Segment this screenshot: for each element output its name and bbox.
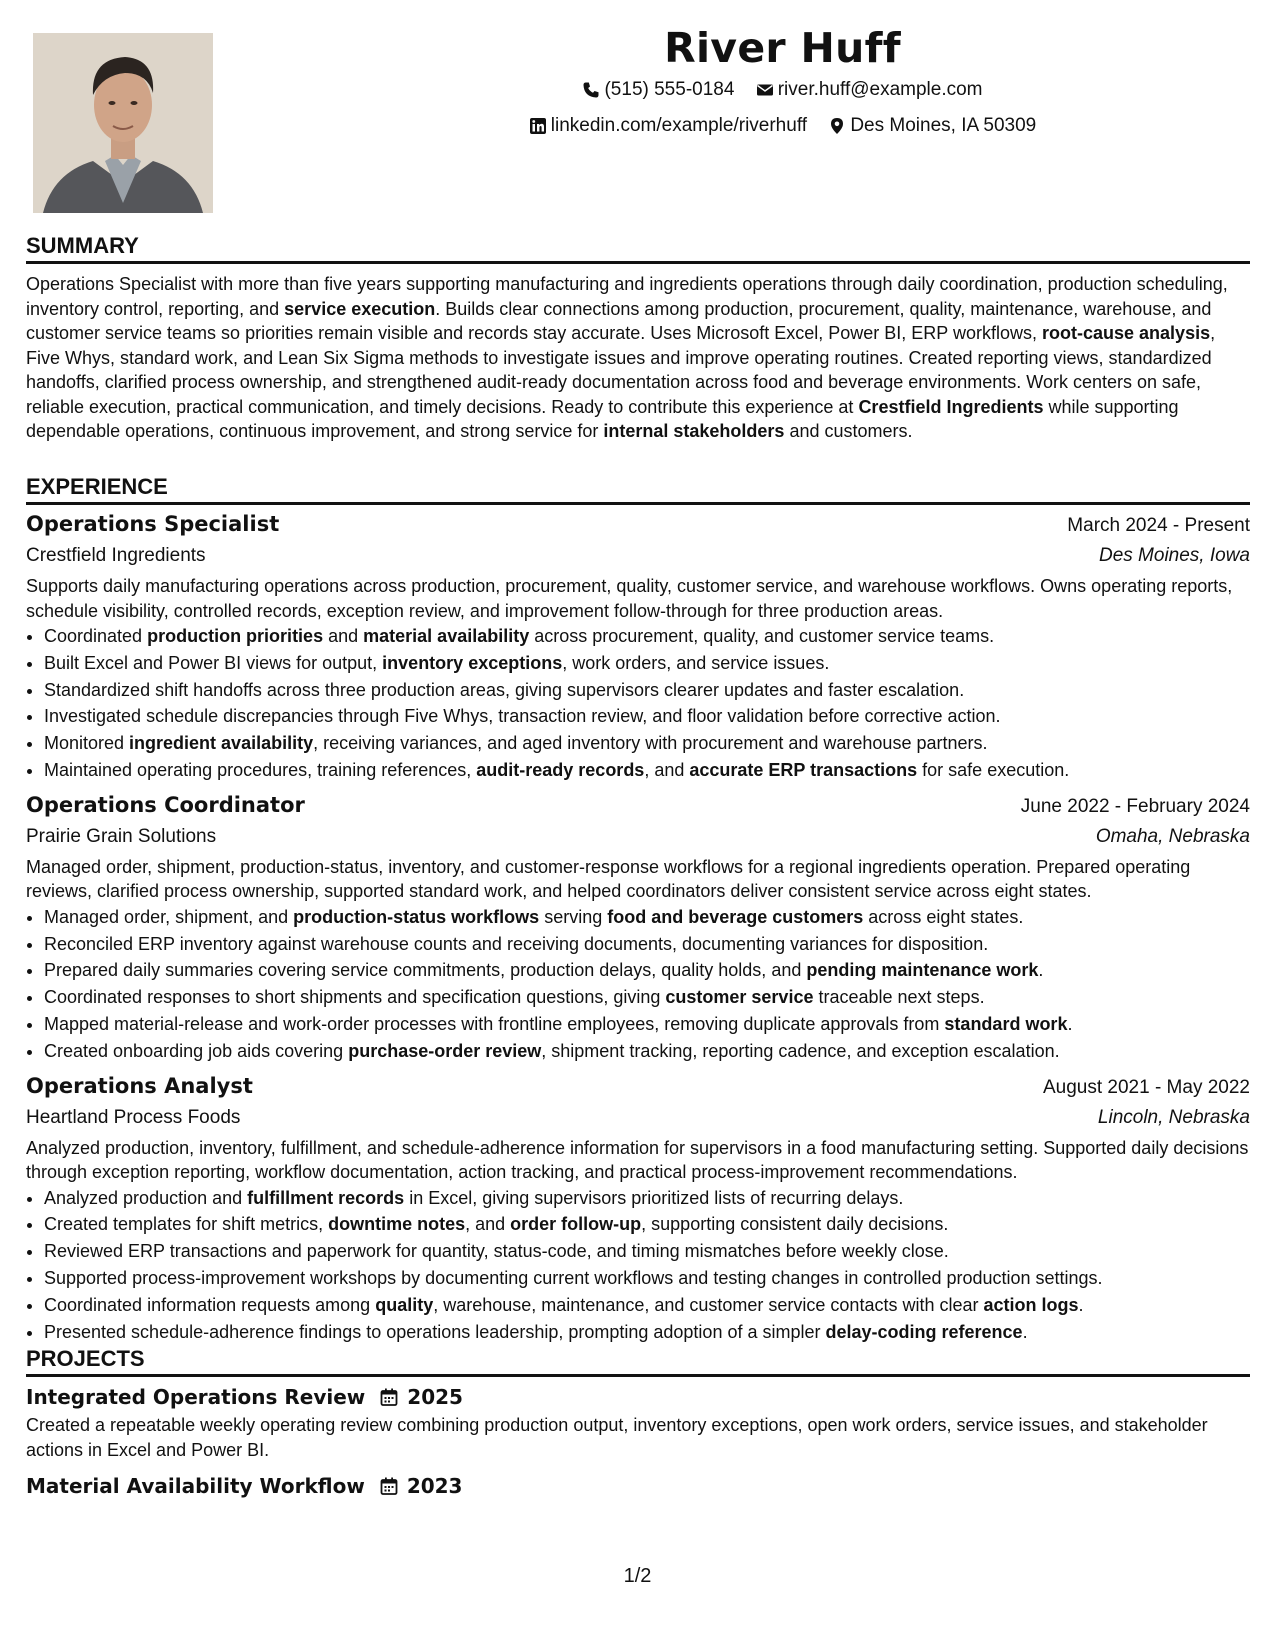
bullet-text: Presented schedule-adherence findings to operations leadership, prompting adoption of a simpler [44,1321,826,1342]
bullet-item [44,931,1250,958]
bullet-text: . [1078,1294,1084,1315]
bullet-text: , supporting consistent daily decisions. [641,1214,949,1235]
bullet-text: Created onboarding job aids covering [44,1040,349,1061]
bullet-bold-text: production-status workflows [293,906,540,927]
bullet-text: Reconciled ERP inventory against warehouse counts and receiving documents, documenting variances for disposition. [44,933,989,954]
project-description: Created a repeatable weekly operating review combining production output, inventory exceptions, open work orders, service issues, and stakeholder actions in Excel and Power BI. [26,1415,1208,1460]
bullet-bold-text: ingredient availability [129,733,314,754]
job-location: Lincoln, Nebraska [1097,1106,1250,1128]
job-description: Managed order, shipment, production-status, inventory, and customer-response workflows for a regional ingredients operation. Prepared operating reviews, clarified process ownership, supported standard work, and helped coordinators deliver consistent service across eight states. [26,856,1191,902]
bullet-bold-text: inventory exceptions [382,652,563,673]
bullet-text: , work orders, and service issues. [562,652,830,673]
bullet-bold-text: order follow-up [510,1214,642,1235]
linkedin-url[interactable]: linkedin.com/example/riverhuff [550,115,808,136]
bullet-item [44,1292,1250,1319]
summary-bold-text: root-cause analysis [1042,323,1211,343]
calendar-icon [379,1387,399,1407]
job-dates: June 2022 - February 2024 [1020,795,1250,817]
job-title: Operations Analyst [26,1073,253,1098]
bullet-item [44,757,1250,784]
company-name: Crestfield Ingredients [26,545,206,566]
email-address[interactable]: river.huff@example.com [777,79,983,100]
bullet-item [44,1038,1250,1065]
summary-section [26,233,1250,444]
job-location: Omaha, Nebraska [1095,825,1250,847]
bullet-bold-text: fulfillment records [247,1187,405,1208]
summary-bold-text: Crestfield Ingredients [858,396,1044,417]
job-bullets [26,623,1250,784]
summary-bold-text: internal stakeholders [603,421,785,441]
contact-line-2 [290,110,1275,146]
summary-bold-text: service execution [284,298,436,319]
job-description: Supports daily manufacturing operations across production, procurement, quality, customer service, and warehouse workflows. Owns operating reports, schedule visibility, controlled records, exception review, and improvement follow-through for three production areas. [26,576,1233,621]
job-title: Operations Coordinator [26,792,305,817]
contact-email[interactable] [756,74,983,106]
company-name: Heartland Process Foods [26,1106,241,1128]
job-bullets [26,904,1250,1065]
project-entry [26,1472,1250,1500]
contact-phone [582,74,734,106]
linkedin-icon [529,117,547,135]
experience-section [26,474,1250,1345]
candidate-name: River Huff [664,24,901,72]
bullet-text: across eight states. [863,906,1024,927]
summary-text [26,272,1250,444]
experience-heading: EXPERIENCE [26,474,1250,505]
page-number: 1/2 [623,1565,652,1587]
bullet-item [44,650,1250,677]
bullet-bold-text: audit-ready records [476,759,645,780]
bullet-bold-text: accurate ERP transactions [689,759,918,780]
contact-line-1 [290,74,1275,110]
bullet-item [44,1185,1250,1212]
bullet-text: Monitored [44,733,130,754]
bullet-text: Maintained operating procedures, training references, [44,759,477,780]
summary-text: while supporting dependable operations, continuous improvement, and strong service for [26,396,1179,441]
bullet-text: Supported process-improvement workshops by documenting current workflows and testing changes in controlled production settings. [44,1267,1103,1288]
bullet-text: Standardized shift handoffs across three production areas, giving supervisors clearer updates and faster escalation. [44,679,965,700]
project-header [26,1383,1250,1411]
bullet-item [44,677,1250,704]
bullet-bold-text: quality [375,1294,434,1315]
bullet-bold-text: standard work [944,1013,1068,1034]
phone-number: (515) 555-0184 [604,79,735,100]
job-title: Operations Specialist [26,512,280,536]
bullet-bold-text: material availability [363,626,530,646]
contact-linkedin[interactable] [529,110,807,142]
projects-heading: PROJECTS [26,1346,1250,1377]
bullet-text: for safe execution. [917,759,1070,780]
job-description: Analyzed production, inventory, fulfillment, and schedule-adherence information for supervisors in a food manufacturing setting. Supported daily decisions through exception reporting, workflow documentation, action tracking, and practical process-improvement recommendations. [26,1137,1249,1183]
bullet-text: and [323,626,364,646]
bullet-text: in Excel, giving supervisors prioritized lists of recurring delays. [404,1187,904,1208]
bullet-item [44,984,1250,1011]
job-header [26,1071,1250,1103]
bullet-text: Created templates for shift metrics, [44,1214,329,1235]
profile-photo [33,33,213,213]
job-dates: August 2021 - May 2022 [1042,1076,1250,1098]
bullet-text: , receiving variances, and aged inventory with procurement and warehouse partners. [313,733,988,754]
bullet-bold-text: pending maintenance work [806,960,1039,981]
summary-text: . Builds clear connections among production, procurement, quality, maintenance, warehouse, and customer service teams so priorities remain visible and records stay accurate. Uses Microsoft Excel, Power BI, ERP workflows, [26,298,1212,343]
envelope-icon [756,81,774,99]
project-entry [26,1383,1250,1462]
job-bullets [26,1185,1250,1346]
summary-text: , Five Whys, standard work, and Lean Six Sigma methods to investigate issues and improve operating routines. Created reporting views, standardized handoffs, clarified process ownership, and strengthened audit-ready documentation across food and beverage environments. Work centers on safe, reliable execution, practical communication, and timely decisions. Ready to contribute this experience at [26,323,1216,417]
summary-text: Operations Specialist with more than five years supporting manufacturing and ingredients operations through daily coordination, production scheduling, inventory control, reporting, and [26,274,1228,319]
bullet-text: , shipment tracking, reporting cadence, and exception escalation. [541,1040,1060,1061]
bullet-text: Managed order, shipment, and [44,906,294,927]
calendar-icon [379,1476,399,1496]
bullet-text: Reviewed ERP transactions and paperwork for quantity, status-code, and timing mismatches before weekly close. [44,1241,949,1262]
bullet-bold-text: production priorities [147,626,324,646]
project-year: 2025 [407,1385,463,1409]
map-pin-icon [828,117,846,135]
bullet-text: , warehouse, maintenance, and customer service contacts with clear [433,1294,984,1315]
project-year: 2023 [406,1474,463,1498]
bullet-item [44,904,1250,931]
job-entry [26,790,1250,1065]
bullet-text: . [1038,960,1044,981]
company-name: Prairie Grain Solutions [26,825,217,847]
bullet-text: serving [539,906,608,927]
bullet-text: Investigated schedule discrepancies through Five Whys, transaction review, and floor validation before corrective action. [44,706,1001,727]
job-entry [26,1071,1250,1346]
bullet-item [44,1238,1250,1265]
job-location: Des Moines, Iowa [1098,545,1250,566]
contact-location [828,110,1036,142]
phone-icon [582,81,600,99]
job-subheader [26,541,1250,571]
job-subheader [26,1103,1250,1133]
bullet-item [44,1265,1250,1292]
bullet-bold-text: downtime notes [328,1214,466,1235]
job-header [26,790,1250,822]
location-text: Des Moines, IA 50309 [850,115,1037,136]
bullet-bold-text: customer service [665,987,814,1008]
bullet-bold-text: purchase-order review [348,1040,542,1061]
bullet-item [44,1319,1250,1346]
bullet-bold-text: delay-coding reference [825,1321,1023,1342]
bullet-text: Coordinated responses to short shipments and specification questions, giving [44,987,666,1008]
summary-heading: SUMMARY [26,233,1250,264]
resume-header [260,22,1275,146]
bullet-text: , and [644,759,690,780]
job-subheader [26,822,1250,852]
summary-text: and customers. [784,421,913,441]
bullet-text: . [1067,1013,1073,1034]
bullet-text: traceable next steps. [813,987,985,1008]
bullet-text: Coordinated [44,626,148,646]
project-name: Material Availability Workflow [26,1474,365,1498]
bullet-item [44,703,1250,730]
bullet-bold-text: food and beverage customers [607,906,864,927]
bullet-item [44,1011,1250,1038]
bullet-text: Prepared daily summaries covering service commitments, production delays, quality holds, and [44,960,807,981]
bullet-text: , and [465,1214,511,1235]
project-header [26,1472,1250,1500]
bullet-item [44,623,1250,650]
bullet-text: Coordinated information requests among [44,1294,376,1315]
project-name: Integrated Operations Review [26,1385,366,1409]
bullet-item [44,730,1250,757]
job-dates: March 2024 - Present [1067,515,1250,536]
projects-section [26,1346,1250,1500]
bullet-bold-text: action logs [983,1294,1079,1315]
job-header [26,509,1250,541]
job-entry [26,509,1250,784]
bullet-text: Analyzed production and [44,1187,248,1208]
bullet-text: Mapped material-release and work-order processes with frontline employees, removing duplicate approvals from [44,1013,945,1034]
bullet-text: Built Excel and Power BI views for output, [44,652,383,673]
bullet-item [44,957,1250,984]
bullet-text: across procurement, quality, and customer service teams. [529,626,995,646]
bullet-text: . [1022,1321,1028,1342]
bullet-item [44,1211,1250,1238]
